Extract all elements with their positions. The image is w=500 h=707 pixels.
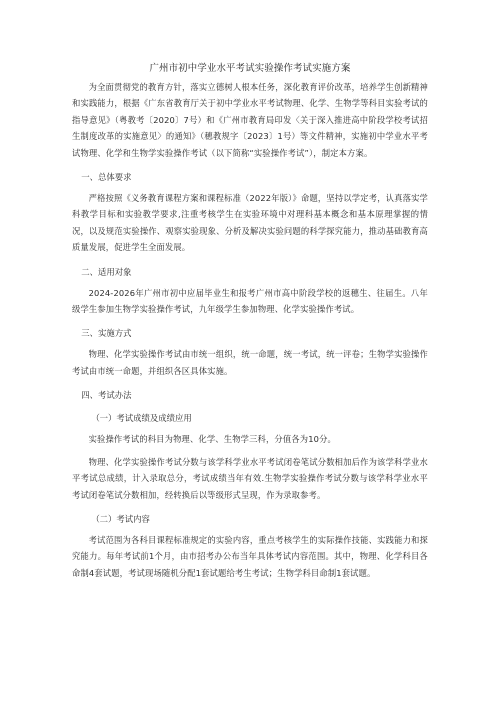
subsection-scores-para-2: 物理、化学实验操作考试分数与该学科学业水平考试闭卷笔试分数相加后作为该学科学业水平考试总成绩，计入录取总分，考试成绩当年有效.生物学实验操作考试分数与该学科学业水平考试闭卷笔试分数相加，经转换后以等级形式呈现，作为录取参考。 bbox=[72, 456, 428, 500]
section-general-requirements-body: 严格按照《义务教育课程方案和课程标准（2022年版）》命题，坚持以学定考，认真落实学科教学目标和实验教学要求,注重考核学生在实验环境中对理科基本概念和基本原理掌握的情况，以及规范实验操作、观察实验现象、分析及解决实验问题的科学探究能力，推动基础教育高质量发展，促进学生全面发展。 bbox=[72, 193, 428, 253]
subsection-heading-exam-content: （二）考试内容 bbox=[91, 513, 150, 524]
subsection-exam-content-para-1: 考试范围为各科目课程标准规定的实验内容，重点考核学生的实际操作技能、实践能力和探究能力。每年考试前1个月，由市招考办公布当年具体考试内容范围。其中，物理、化学科目各命制4套试题，考试现场随机分配1套试题给考生考试；生物学科目命制1套试题。 bbox=[72, 534, 428, 578]
section-heading-exam-methods: 四、考试办法 bbox=[81, 390, 132, 401]
intro-paragraph: 为全面贯彻党的教育方针，落实立德树人根本任务，深化教育评价改革，培养学生创新精神和实践能力，根据《广东省教育厅关于初中学业水平考试物理、化学、生物学等科目实验考试的指导意见》（粤教考〔2020〕7号）和《广州市教育局印发〈关于深入推进高中阶段学校考试招生制度改革的实施意见〉的通知》（穗教规字〔2023〕1号）等文件精神，实施初中学业水平考试物理、化学和生物学实验操作考试（以下简称“实验操作考试”），制定本方案。 bbox=[72, 82, 428, 158]
subsection-heading-scores: （一）考试成绩及成绩应用 bbox=[91, 413, 192, 424]
section-heading-implementation-method: 三、实施方式 bbox=[81, 328, 132, 339]
subsection-scores-para-1: 实验操作考试的科目为物理、化学、生物学三科，分值各为10分。 bbox=[88, 434, 336, 445]
section-implementation-method-body: 物理、化学实验操作考试由市统一组织，统一命题，统一考试，统一评卷；生物学实验操作考试由市统一命题，并组织各区具体实施。 bbox=[72, 349, 428, 376]
section-heading-general-requirements: 一、总体要求 bbox=[81, 172, 132, 183]
document-title: 广州市初中学业水平考试实验操作考试实施方案 bbox=[149, 63, 351, 74]
section-heading-applicable-targets: 二、适用对象 bbox=[81, 266, 132, 277]
section-applicable-targets-body: 2024-2026年广州市初中应届毕业生和报考广州市高中阶段学校的返穗生、往届生。八年级学生参加生物学实验操作考试，九年级学生参加物理、化学实验操作考试。 bbox=[72, 287, 428, 315]
